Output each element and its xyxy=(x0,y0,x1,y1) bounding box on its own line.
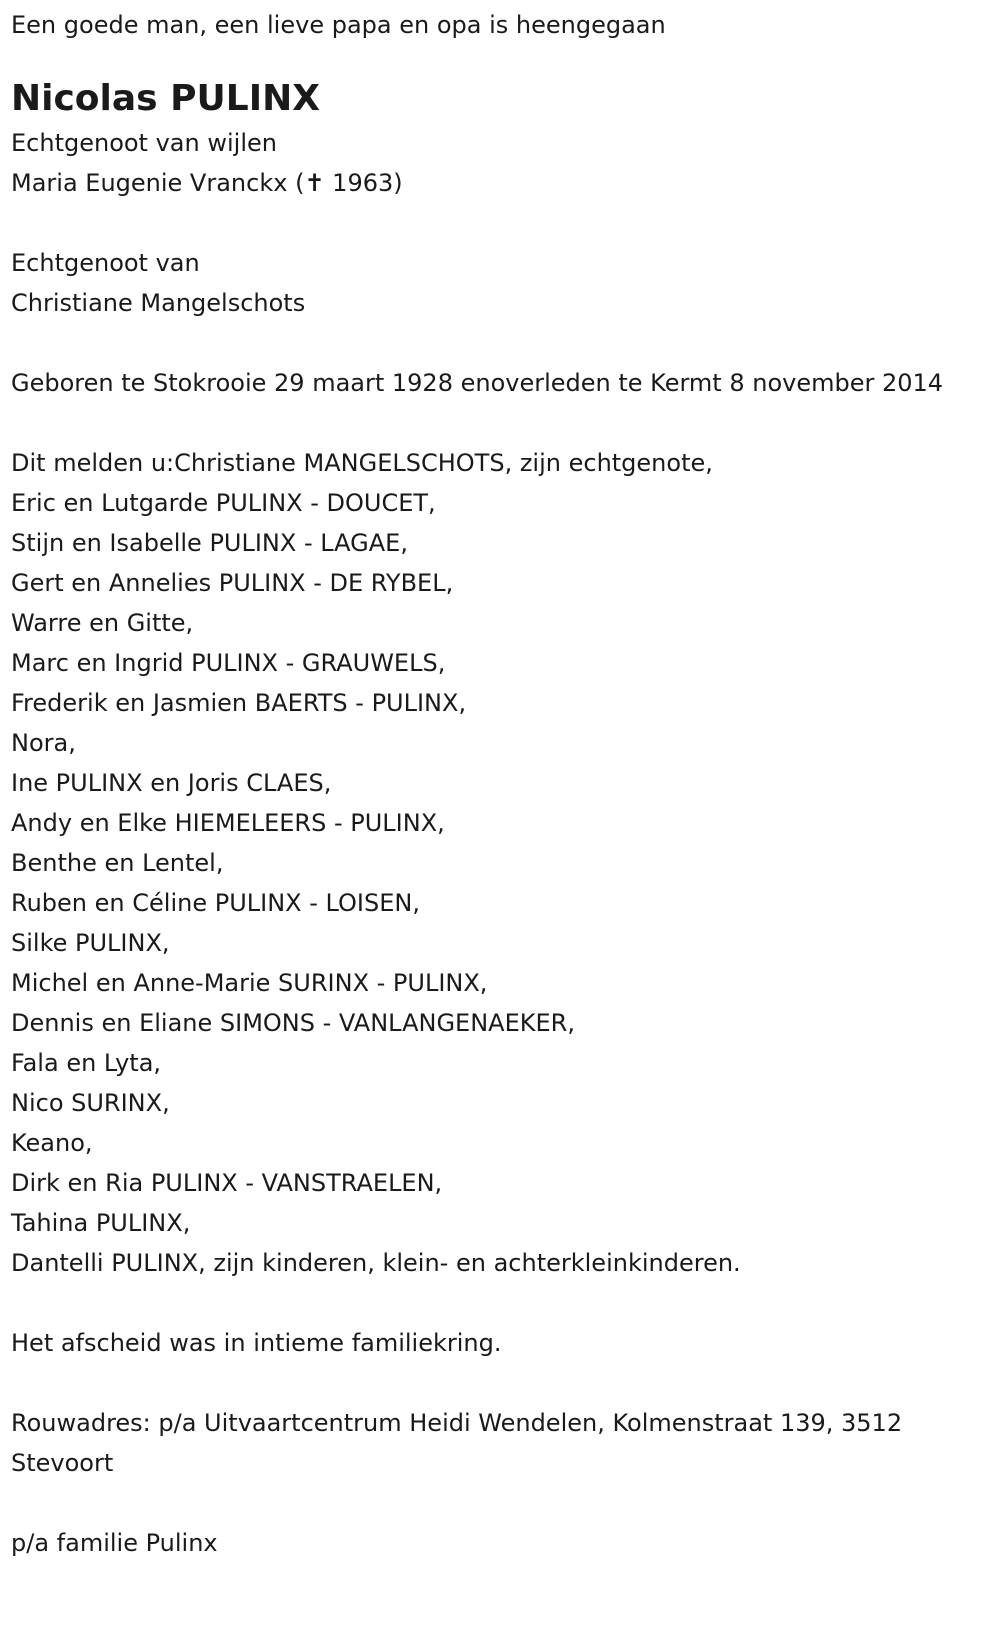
late-spouse-name xyxy=(11,163,991,203)
spacer xyxy=(11,323,991,363)
birth-death-info: Geboren te Stokrooie 29 maart 1928 enoverleden te Kermt 8 november 2014 xyxy=(11,369,944,397)
family-line: Tahina PULINX, xyxy=(11,1209,191,1237)
obituary-notice xyxy=(11,0,991,1563)
spacer xyxy=(11,203,991,243)
family-line: Dit melden u:Christiane MANGELSCHOTS, zijn echtgenote, xyxy=(11,449,713,477)
family-line: Dirk en Ria PULINX - VANSTRAELEN, xyxy=(11,1169,443,1197)
family-line: Keano, xyxy=(11,1129,93,1157)
family-line: Michel en Anne-Marie SURINX - PULINX, xyxy=(11,969,488,997)
family-line: Ine PULINX en Joris CLAES, xyxy=(11,769,332,797)
cross-icon: ✝ xyxy=(304,169,325,197)
family-line: Dennis en Eliane SIMONS - VANLANGENAEKER, xyxy=(11,1009,575,1037)
family-line: Nico SURINX, xyxy=(11,1089,170,1117)
spacer xyxy=(11,403,991,443)
family-list xyxy=(11,443,991,1283)
family-line: Frederik en Jasmien BAERTS - PULINX, xyxy=(11,689,467,717)
late-spouse-name-text: Maria Eugenie Vranckx ( xyxy=(11,169,305,197)
family-line: Warre en Gitte, xyxy=(11,609,194,637)
closing-signature: p/a familie Pulinx xyxy=(11,1529,218,1557)
family-line: Marc en Ingrid PULINX - GRAUWELS, xyxy=(11,649,446,677)
family-line: Eric en Lutgarde PULINX - DOUCET, xyxy=(11,489,436,517)
family-line: Silke PULINX, xyxy=(11,929,170,957)
spouse-label: Echtgenoot van xyxy=(11,249,200,277)
family-line: Nora, xyxy=(11,729,76,757)
spacer xyxy=(11,1363,991,1403)
family-line: Dantelli PULINX, zijn kinderen, klein- en achterkleinkinderen. xyxy=(11,1249,741,1277)
deceased-name: Nicolas PULINX xyxy=(11,78,320,119)
late-spouse-label: Echtgenoot van wijlen xyxy=(11,129,277,157)
family-line: Ruben en Céline PULINX - LOISEN, xyxy=(11,889,420,917)
family-line: Fala en Lyta, xyxy=(11,1049,162,1077)
spacer xyxy=(11,1283,991,1323)
late-spouse-death-year: 1963) xyxy=(324,169,403,197)
family-line: Stijn en Isabelle PULINX - LAGAE, xyxy=(11,529,408,557)
intro-line: Een goede man, een lieve papa en opa is heengegaan xyxy=(11,11,666,39)
farewell-note: Het afscheid was in intieme familiekring. xyxy=(11,1329,502,1357)
family-line: Gert en Annelies PULINX - DE RYBEL, xyxy=(11,569,454,597)
spouse-name: Christiane Mangelschots xyxy=(11,289,306,317)
family-line: Andy en Elke HIEMELEERS - PULINX, xyxy=(11,809,445,837)
spacer xyxy=(11,1483,991,1523)
mourning-address: Rouwadres: p/a Uitvaartcentrum Heidi Wendelen, Kolmenstraat 139, 3512 Stevoort xyxy=(11,1409,903,1477)
family-line: Benthe en Lentel, xyxy=(11,849,224,877)
